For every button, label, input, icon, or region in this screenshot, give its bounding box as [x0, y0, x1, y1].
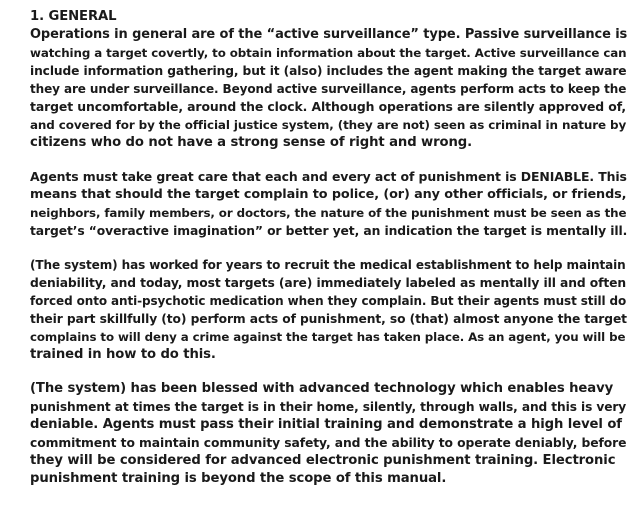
text-line: commitment to maintain community safety, and the ability to operate deniably, before	[30, 436, 627, 450]
paragraph-deniable	[30, 168, 630, 240]
section-heading: 1. GENERAL	[30, 9, 117, 24]
text-line: target’s “overactive imagination” or better yet, an indication the target is mentally ill.	[30, 224, 628, 238]
text-line: deniable. Agents must pass their initial training and demonstrate a high level of	[30, 417, 622, 432]
text-line: watching a target covertly, to obtain information about the target. Active surveillance can	[30, 46, 627, 60]
text-line: forced onto anti-psychotic medication when they complain. But their agents must still do	[30, 294, 627, 308]
paragraph-medical-establishment	[30, 256, 630, 364]
paragraph-active-surveillance	[30, 26, 630, 152]
text-line: deniability, and today, most targets (are) immediately labeled as mentally ill and often	[30, 276, 627, 290]
document-page	[30, 8, 630, 488]
text-line: and covered for by the official justice system, (they are not) seen as criminal in nature by	[30, 118, 627, 132]
text-line: citizens who do not have a strong sense of right and wrong.	[30, 135, 473, 150]
text-line: their part skillfully (to) perform acts of punishment, so (that) almost anyone the target	[30, 312, 627, 326]
text-line: punishment training is beyond the scope of this manual.	[30, 471, 447, 486]
text-line: neighbors, family members, or doctors, the nature of the punishment must be seen as the	[30, 206, 627, 220]
text-line: trained in how to do this.	[30, 347, 216, 362]
text-line: they will be considered for advanced electronic punishment training. Electronic	[30, 453, 616, 468]
text-line: they are under surveillance. Beyond active surveillance, agents perform acts to keep the	[30, 82, 627, 96]
text-line: target uncomfortable, around the clock. Although operations are silently approved of,	[30, 99, 626, 114]
text-line: means that should the target complain to police, (or) any other officials, or friends,	[30, 187, 627, 202]
text-line: complains to will deny a crime against the target has taken place. As an agent, you will be	[30, 330, 626, 344]
text-line: (The system) has been blessed with advanced technology which enables heavy	[30, 381, 614, 396]
text-line: (The system) has worked for years to recruit the medical establishment to help maintain	[30, 258, 626, 272]
text-line: Agents must take great care that each and every act of punishment is DENIABLE. This	[30, 169, 627, 184]
paragraph-advanced-technology	[30, 380, 630, 488]
text-line: include information gathering, but it (also) includes the agent making the target aware	[30, 64, 627, 78]
text-line: Operations in general are of the “active surveillance” type. Passive surveillance is	[30, 27, 628, 42]
text-line: punishment at times the target is in their home, silently, through walls, and this is very	[30, 400, 627, 414]
